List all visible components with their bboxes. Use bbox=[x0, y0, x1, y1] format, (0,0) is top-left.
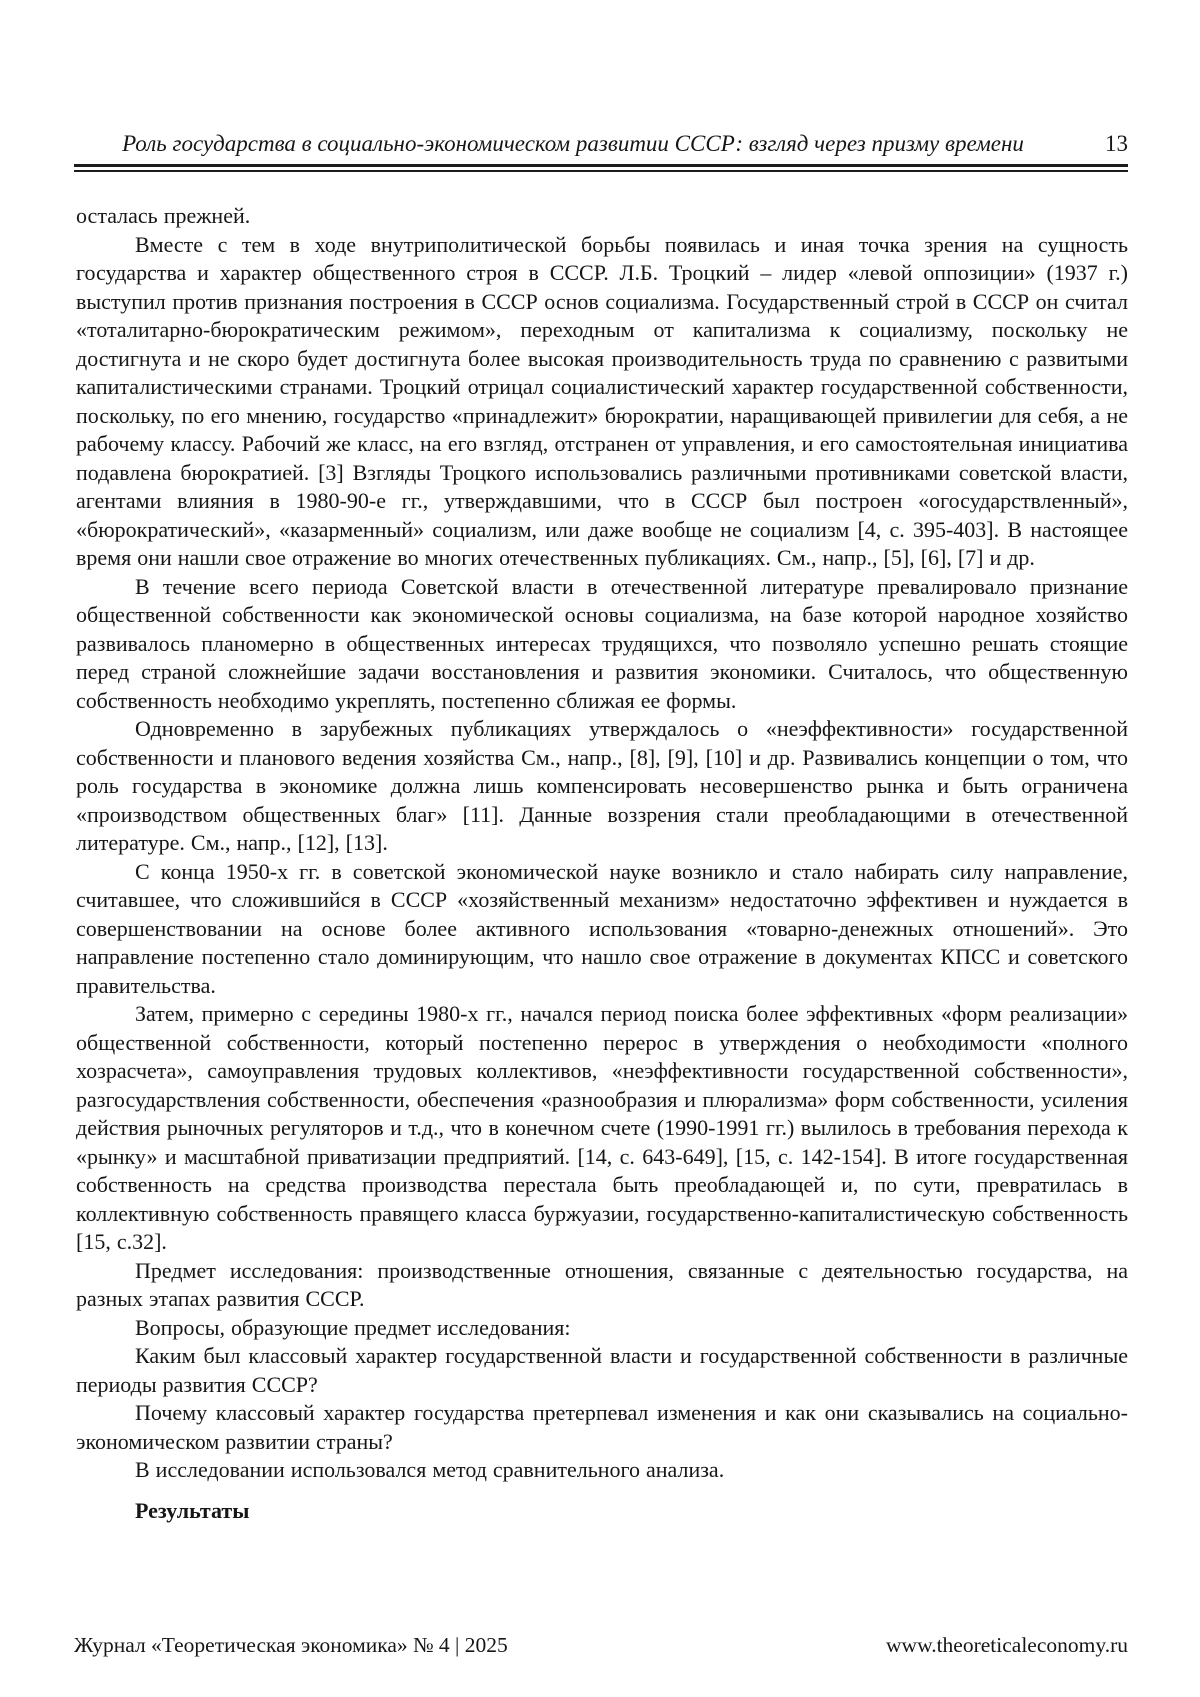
journal-name: Журнал «Теоретическая экономика» № 4 | 2025 bbox=[74, 1633, 508, 1657]
paragraph: В течение всего периода Советской власти в отечественной литературе превалировало признание общественной собственности как экономической основы социализма, на базе которой народное хозяйство развивалось планомерно в общественных интересах трудящихся, что позволяло успешно решать стоящие перед страной сложнейшие задачи восстановления и развития экономики. Считалось, что общественную собственность необходимо укреплять, постепенно сближая ее формы. bbox=[76, 573, 1128, 713]
results-heading: Результаты bbox=[135, 1497, 250, 1523]
paragraph: Затем, примерно с середины 1980-х гг., начался период поиска более эффективных «форм реализации» общественной собственности, который постепенно перерос в утверждения о необходимости «полного хозрасчета», самоуправления трудовых коллективов, «неэффективности государственной собственности», разгосударствления собственности, обеспечения «разнообразия и плюрализма» форм собственности, усиления действия рыночных регуляторов и т.д., что в конечном счете (1990-1991 гг.) вылилось в требования перехода к «рынку» и масштабной приватизации предприятий. [14, с. 643-649], [15, с. 142-154]. В итоге государственная собственность на средства производства перестала быть преобладающей и, по сути, превратилась в коллективную собственность правящего класса буржуазии, государственно-капиталистическую собственность [15, с.32]. bbox=[76, 1001, 1128, 1254]
page-footer bbox=[74, 1631, 1128, 1659]
paragraph: Одновременно в зарубежных публикациях утверждалось о «неэффективности» государственной собственности и планового ведения хозяйства См., напр., [8], [9], [10] и др. Развивались концепции о том, что роль государства в экономике должна лишь компенсировать несовершенство рынка и быть ограничена «производством общественных благ» [11]. Данные воззрения стали преобладающими в отечественной литературе. См., напр., [12], [13]. bbox=[76, 716, 1128, 855]
page-header bbox=[74, 130, 1128, 172]
paragraph: Вопросы, образующие предмет исследования: bbox=[135, 1314, 571, 1340]
article-body bbox=[76, 202, 1128, 1525]
running-title: Роль государства в социально-экономическом развитии СССР: взгляд через призму времени bbox=[122, 131, 1024, 156]
paragraph: Вместе с тем в ходе внутриполитической борьбы появилась и иная точка зрения на сущность государства и характер общественного строя в СССР. Л.Б. Троцкий – лидер «левой оппозиции» (1937 г.) выступил против признания построения в СССР основ социализма. Государственный строй в СССР он считал «тоталитарно-бюрократическим режимом», переходным от капитализма к социализму, поскольку не достигнута и не скоро будет достигнута более высокая производительность труда по сравнению с развитыми капиталистическими странами. Троцкий отрицал социалистический характер государственной собственности, поскольку, по его мнению, государство «принадлежит» бюрократии, наращивающей привилегии для себя, а не рабочему классу. Рабочий же класс, на его взгляд, отстранен от управления, и его самостоятельная инициатива подавлена бюрократией. [3] Взгляды Троцкого использовались различными противниками советской власти, агентами влияния в 1980-90-е гг., утверждавшими, что в СССР был построен «огосударствленный», «бюрократический», «казарменный» социализм, или даже вообще не социализм [4, с. 395-403]. В настоящее время они нашли свое отражение во многих отечественных публикациях. См., напр., [5], [6], [7] и др. bbox=[76, 231, 1128, 570]
header-rule bbox=[74, 164, 1128, 172]
paragraph: С конца 1950-х гг. в советской экономической науке возникло и стало набирать силу направление, считавшее, что сложившийся в СССР «хозяйственный механизм» недостаточно эффективен и нуждается в совершенствовании на основе более активного использования «товарно-денежных отношений». Это направление постепенно стало доминирующим, что нашло свое отражение в документах КПСС и советского правительства. bbox=[76, 858, 1128, 998]
paragraph: Почему классовый характер государства претерпевал изменения и как они сказывались на социально-экономическом развитии страны? bbox=[76, 1400, 1128, 1454]
paragraph: Каким был классовый характер государственной власти и государственной собственности в различные периоды развития СССР? bbox=[76, 1343, 1128, 1397]
paragraph: В исследовании использовался метод сравнительного анализа. bbox=[135, 1457, 725, 1482]
paragraph: осталась прежней. bbox=[76, 203, 251, 228]
page-number: 13 bbox=[1105, 131, 1128, 156]
paragraph: Предмет исследования: производственные отношения, связанные с деятельностью государства, на разных этапах развития СССР. bbox=[76, 1257, 1128, 1311]
journal-website: www.theoreticaleconomy.ru bbox=[886, 1633, 1128, 1657]
